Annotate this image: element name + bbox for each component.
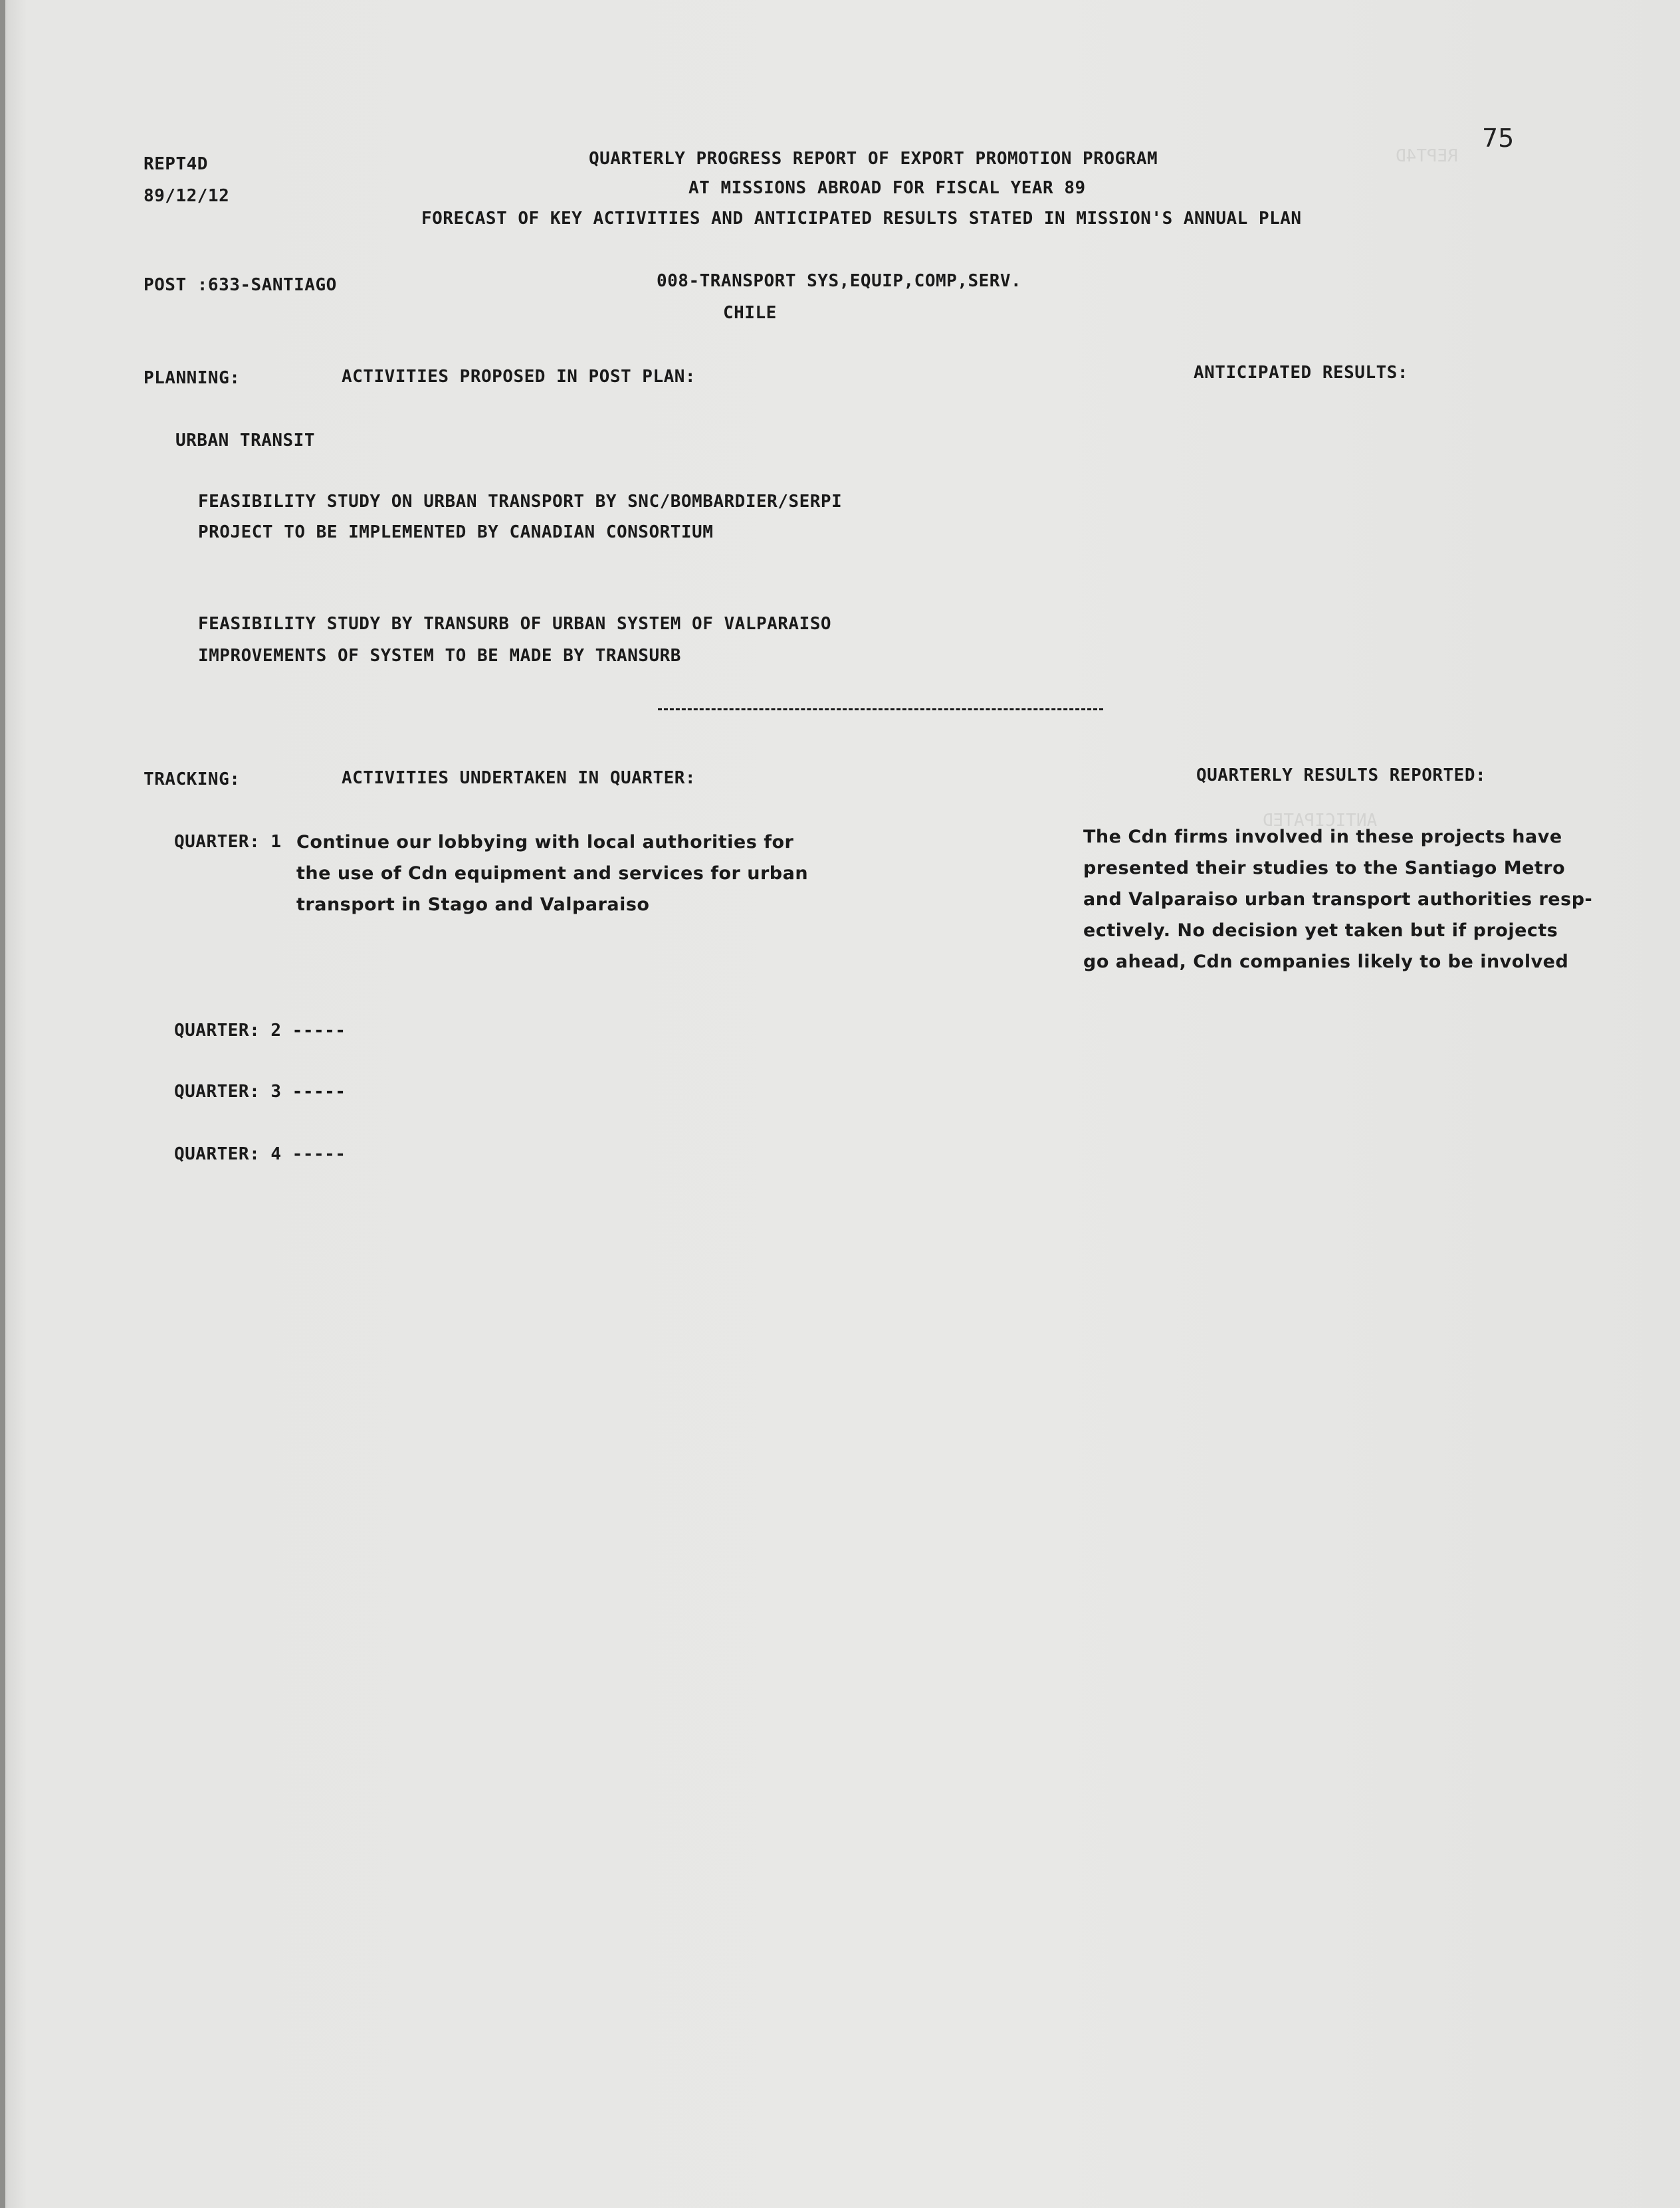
tracking-activities-heading: ACTIVITIES UNDERTAKEN IN QUARTER: [342, 768, 696, 788]
planned-activity-2-line-1: FEASIBILITY STUDY BY TRANSURB OF URBAN SYSTEM OF VALPARAISO [198, 614, 832, 634]
planned-activity-1-line-2: PROJECT TO BE IMPLEMENTED BY CANADIAN CONSORTIUM [198, 522, 714, 542]
report-id: REPT4D [144, 154, 208, 174]
report-title-line-3: FORECAST OF KEY ACTIVITIES AND ANTICIPATED RESULTS STATED IN MISSION'S ANNUAL PLAN [421, 209, 1302, 229]
quarter-1-activity: Continue our lobbying with local authorities for the use of Cdn equipment and services for urban transport in Stago and Valparaiso [296, 832, 809, 915]
subsector-title: URBAN TRANSIT [175, 431, 315, 451]
section-divider [658, 708, 1103, 710]
page-number: 75 [1482, 124, 1515, 153]
page-edge [0, 0, 5, 2208]
anticipated-results-heading: ANTICIPATED RESULTS: [1194, 363, 1409, 383]
sector-label: 008-TRANSPORT SYS,EQUIP,COMP,SERV. [657, 271, 1022, 291]
quarter-3-entry: QUARTER: 3 ----- [174, 1082, 346, 1102]
bleed-through: ANTICIPATED [1263, 811, 1378, 831]
quarter-1-results: The Cdn firms involved in these projects have presented their studies to the Santiago Metro and Valparaiso urban transport authorities resp- ectively. No decision yet taken but if projects go ahead, Cdn companies likely to be involved [1083, 827, 1593, 972]
report-title-line-1: QUARTERLY PROGRESS REPORT OF EXPORT PROMOTION PROGRAM [589, 149, 1158, 169]
planned-activity-2-line-2: IMPROVEMENTS OF SYSTEM TO BE MADE BY TRANSURB [198, 646, 681, 666]
planning-label: PLANNING: [144, 368, 241, 388]
quarterly-results-heading: QUARTERLY RESULTS REPORTED: [1196, 765, 1487, 785]
planning-activities-heading: ACTIVITIES PROPOSED IN POST PLAN: [342, 367, 696, 387]
post-label: POST :633-SANTIAGO [144, 275, 337, 295]
quarter-4-entry: QUARTER: 4 ----- [174, 1144, 346, 1164]
country-label: CHILE [723, 303, 777, 323]
report-date: 89/12/12 [144, 186, 230, 206]
bleed-through: REPT4D [1396, 146, 1458, 166]
report-title-line-2: AT MISSIONS ABROAD FOR FISCAL YEAR 89 [688, 178, 1086, 198]
quarter-2-entry: QUARTER: 2 ----- [174, 1021, 346, 1041]
tracking-label: TRACKING: [144, 769, 241, 789]
planned-activity-1-line-1: FEASIBILITY STUDY ON URBAN TRANSPORT BY SNC/BOMBARDIER/SERPI [198, 492, 843, 512]
quarter-1-label: QUARTER: 1 [174, 832, 282, 852]
